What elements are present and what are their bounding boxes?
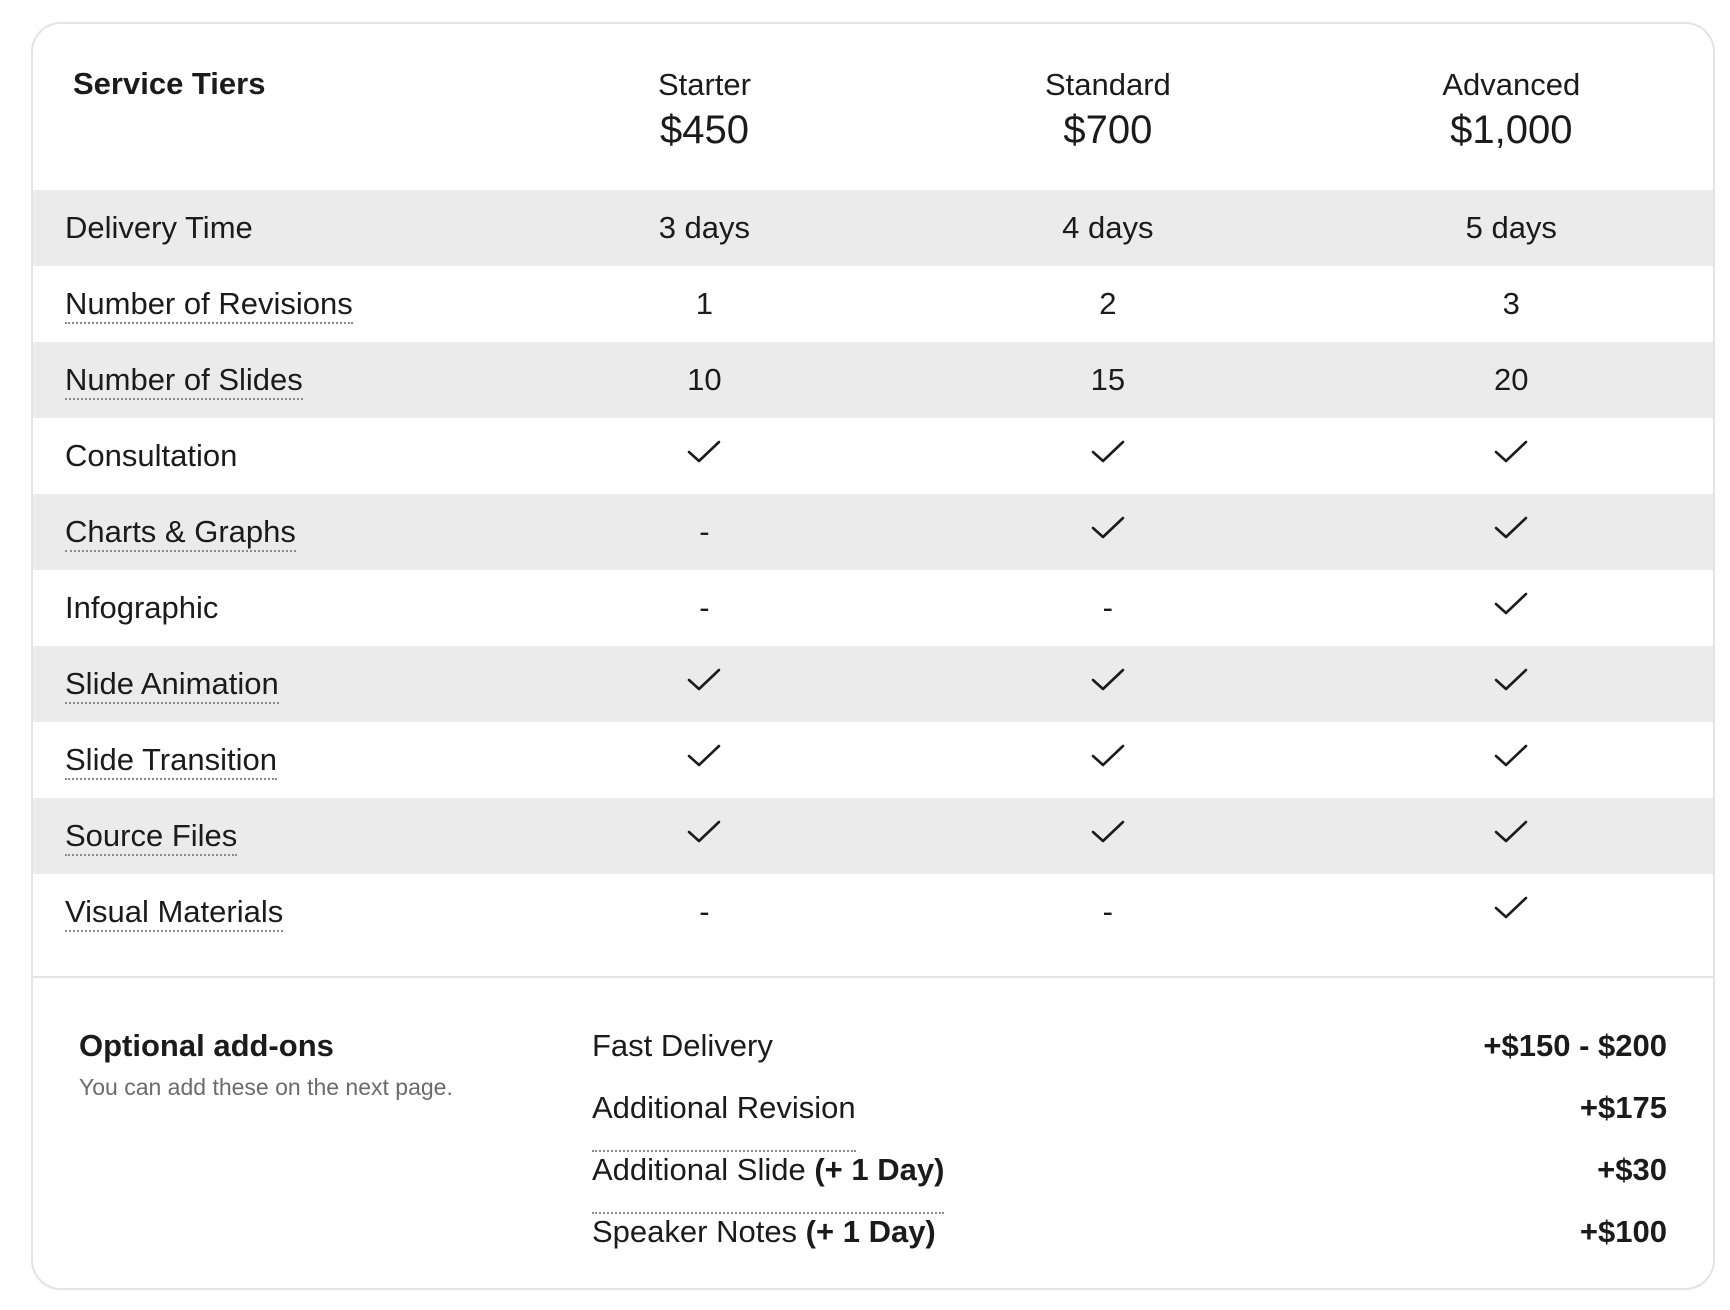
addons-list — [592, 1028, 1713, 1276]
tier-standard[interactable] — [906, 24, 1309, 190]
addon-label[interactable] — [592, 1152, 944, 1214]
check-icon — [1091, 440, 1125, 464]
table-cell — [1310, 666, 1713, 702]
table-cell — [1310, 210, 1713, 246]
table-cell — [906, 894, 1309, 930]
tier-name: Standard — [1044, 67, 1171, 102]
table-cell — [906, 742, 1309, 778]
cell-value: 3 — [1502, 286, 1520, 321]
tier-price: $700 — [1063, 108, 1153, 153]
table-cell — [906, 818, 1309, 854]
addon-extra: (+ 1 Day) — [814, 1152, 945, 1187]
table-cell — [1310, 590, 1713, 626]
table-row — [33, 798, 1713, 874]
table-cell — [906, 514, 1309, 550]
table-cell — [1310, 438, 1713, 474]
dash-mark: - — [699, 590, 710, 625]
cell-value: 4 days — [1062, 210, 1154, 245]
addon-price: +$150 - $200 — [1483, 1028, 1667, 1063]
row-label-text: Delivery Time — [65, 210, 253, 245]
addon-item — [592, 1090, 1667, 1152]
table-cell — [1310, 514, 1713, 550]
addon-label[interactable] — [592, 1090, 856, 1152]
row-label[interactable] — [33, 362, 503, 398]
table-cell — [906, 590, 1309, 626]
addon-label-text: Fast Delivery — [592, 1028, 773, 1063]
addon-item — [592, 1152, 1667, 1214]
row-label[interactable] — [33, 514, 503, 550]
row-label-text: Source Files — [65, 818, 237, 856]
cell-value: 15 — [1090, 362, 1126, 397]
table-cell — [906, 286, 1309, 322]
table-cell — [503, 438, 906, 474]
tier-advanced[interactable] — [1310, 24, 1713, 190]
table-cell — [906, 210, 1309, 246]
table-cell — [503, 818, 906, 854]
addon-price: +$100 — [1579, 1214, 1667, 1249]
cell-value: 2 — [1099, 286, 1117, 321]
table-cell — [503, 742, 906, 778]
check-icon — [1494, 668, 1528, 692]
cell-value: 10 — [687, 362, 722, 397]
row-label-text: Slide Animation — [65, 666, 279, 704]
cell-value: 1 — [695, 286, 713, 321]
table-cell — [906, 666, 1309, 702]
addon-item — [592, 1028, 1667, 1090]
table-row — [33, 266, 1713, 342]
addon-price: +$175 — [1579, 1090, 1667, 1125]
check-icon — [687, 668, 721, 692]
table-row — [33, 570, 1713, 646]
check-icon — [1494, 516, 1528, 540]
table-row — [33, 494, 1713, 570]
row-label — [33, 210, 503, 246]
row-label — [33, 438, 503, 474]
table-row — [33, 874, 1713, 950]
table-title: Service Tiers — [73, 66, 266, 101]
row-label[interactable] — [33, 742, 503, 778]
tier-starter[interactable] — [503, 24, 906, 190]
table-cell — [1310, 818, 1713, 854]
row-label-text: Slide Transition — [65, 742, 277, 780]
table-cell — [503, 894, 906, 930]
addon-label-text: Speaker Notes — [592, 1214, 806, 1249]
addon-label — [592, 1214, 936, 1276]
addon-price: +$30 — [1597, 1152, 1667, 1187]
table-row — [33, 646, 1713, 722]
table-cell — [1310, 742, 1713, 778]
check-icon — [1494, 896, 1528, 920]
table-cell — [1310, 894, 1713, 930]
tier-name: Starter — [657, 67, 751, 102]
table-cell — [503, 666, 906, 702]
addons-title: Optional add-ons — [79, 1028, 334, 1063]
addons-section — [33, 978, 1713, 1276]
row-label-text: Number of Slides — [65, 362, 303, 400]
row-label-text: Charts & Graphs — [65, 514, 296, 552]
cell-value: 5 days — [1465, 210, 1557, 245]
check-icon — [1494, 440, 1528, 464]
row-label-text: Number of Revisions — [65, 286, 353, 324]
addon-extra: (+ 1 Day) — [805, 1214, 936, 1249]
table-header — [33, 24, 1713, 190]
addons-subtitle: You can add these on the next page. — [79, 1074, 453, 1100]
tier-price: $450 — [659, 108, 749, 153]
row-label[interactable] — [33, 286, 503, 322]
dash-mark: - — [699, 514, 710, 549]
table-row — [33, 418, 1713, 494]
tier-name: Advanced — [1442, 67, 1581, 102]
row-label[interactable] — [33, 894, 503, 930]
cell-value: 3 days — [658, 210, 751, 245]
tier-price: $1,000 — [1450, 108, 1573, 153]
row-label-text: Visual Materials — [65, 894, 283, 932]
cell-value: 20 — [1494, 362, 1529, 397]
table-row — [33, 342, 1713, 418]
pricing-card — [31, 22, 1715, 1290]
dash-mark: - — [1102, 894, 1113, 929]
table-cell — [1310, 286, 1713, 322]
check-icon — [1494, 592, 1528, 616]
check-icon — [1494, 744, 1528, 768]
addon-label-text: Additional Revision — [592, 1090, 856, 1125]
check-icon — [1494, 820, 1528, 844]
row-label — [33, 590, 503, 626]
table-row — [33, 190, 1713, 266]
check-icon — [1091, 820, 1125, 844]
row-label-text: Infographic — [65, 590, 219, 625]
check-icon — [687, 820, 721, 844]
row-label[interactable] — [33, 818, 503, 854]
check-icon — [687, 440, 721, 464]
table-cell — [503, 210, 906, 246]
addon-item — [592, 1214, 1667, 1276]
addon-label-text: Additional Slide — [592, 1152, 815, 1187]
table-cell — [503, 590, 906, 626]
check-icon — [1091, 516, 1125, 540]
check-icon — [1091, 668, 1125, 692]
table-cell — [503, 514, 906, 550]
table-cell — [503, 362, 906, 398]
row-label-text: Consultation — [65, 438, 238, 473]
table-cell — [503, 286, 906, 322]
table-cell — [906, 362, 1309, 398]
check-icon — [687, 744, 721, 768]
addons-intro — [33, 1028, 593, 1276]
feature-rows — [33, 190, 1713, 950]
table-row — [33, 722, 1713, 798]
check-icon — [1091, 744, 1125, 768]
dash-mark: - — [1102, 590, 1113, 625]
table-cell — [1310, 362, 1713, 398]
dash-mark: - — [699, 894, 710, 929]
addon-label — [592, 1028, 773, 1090]
row-label[interactable] — [33, 666, 503, 702]
table-cell — [906, 438, 1309, 474]
